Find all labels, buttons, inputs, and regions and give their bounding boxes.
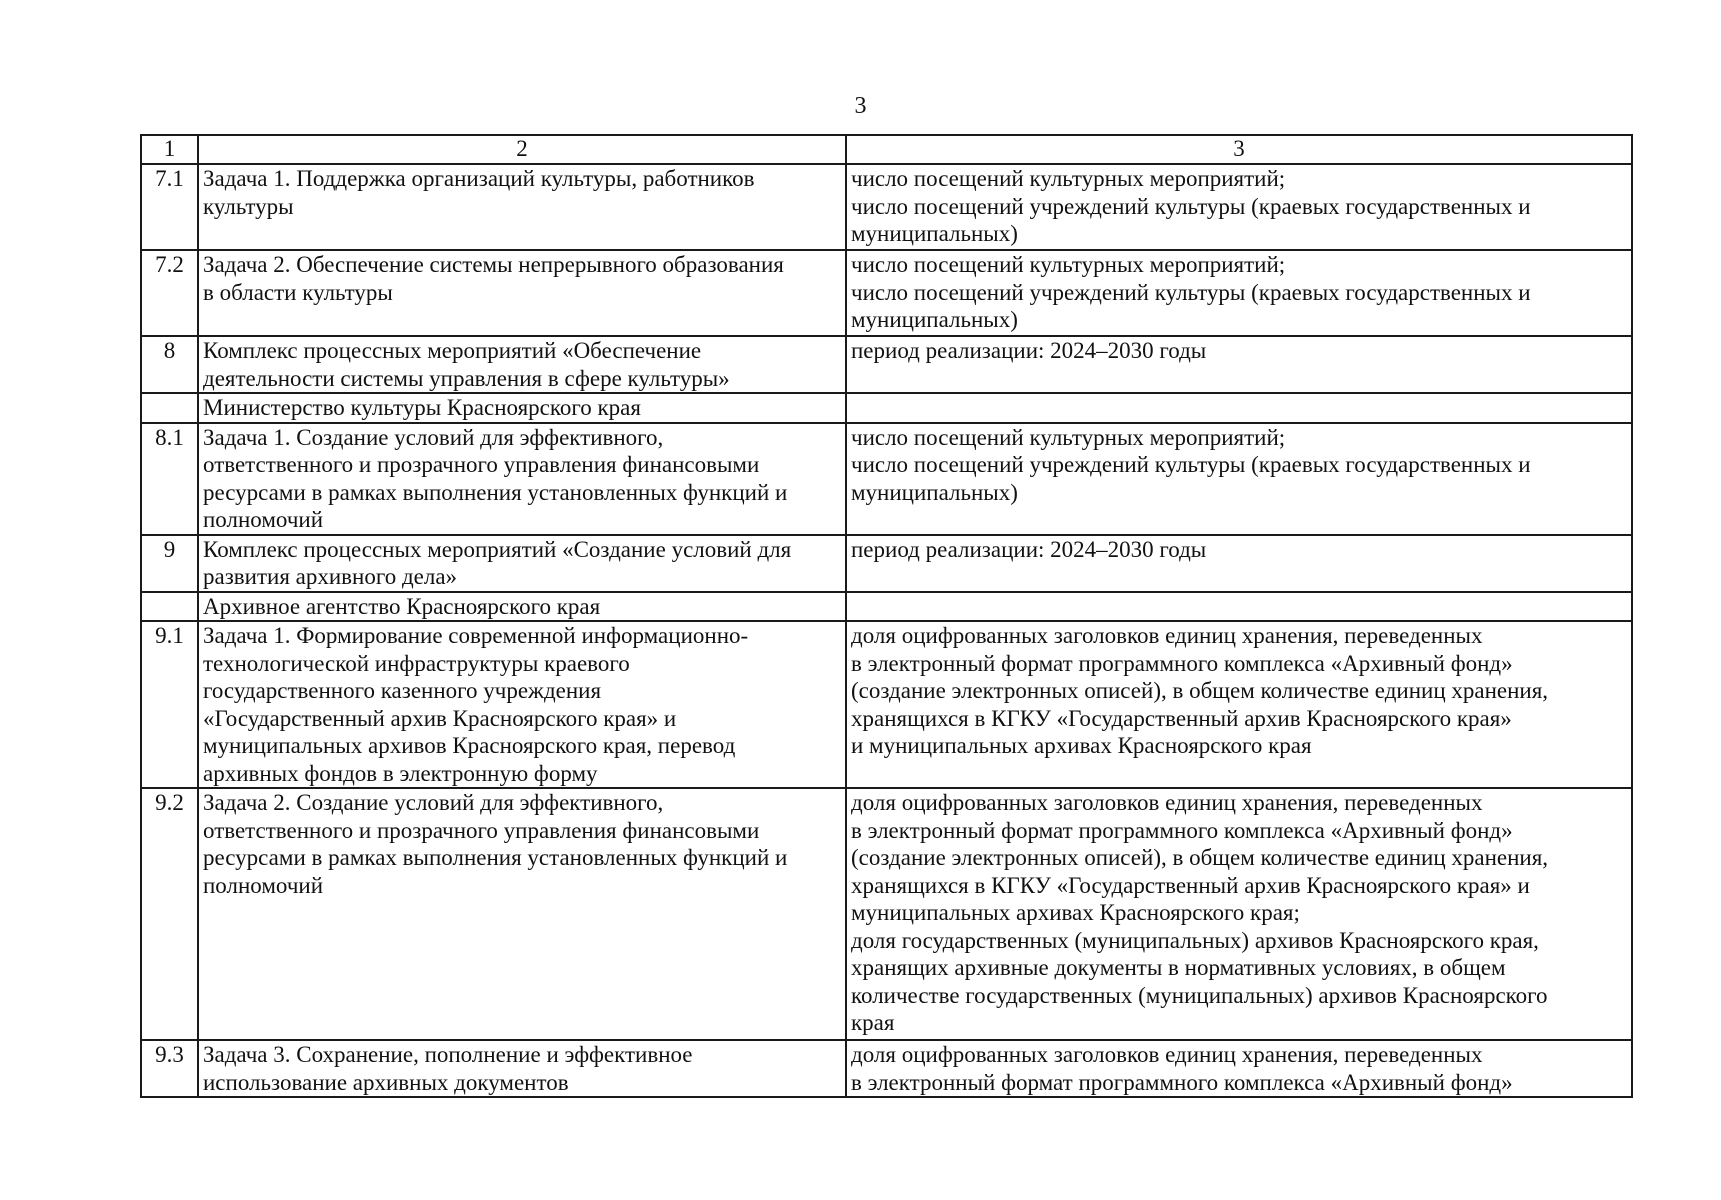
indicator-text: период реализации: 2024–2030 годы: [851, 338, 1207, 363]
indicator-text: число посещений культурных мероприятий; число посещений учреждений культуры (краевых государственных и муниципальных): [851, 252, 1531, 332]
header-col-1: 1: [141, 135, 198, 164]
header-col-2: 2: [198, 135, 846, 164]
row-number: 9.2: [141, 788, 198, 1040]
indicator-cell: [846, 1040, 1632, 1097]
row-number: [141, 592, 198, 622]
table-row: [141, 164, 1632, 250]
task-text: Комплекс процессных мероприятий «Обеспечение деятельности системы управления в сфере культуры»: [203, 338, 730, 391]
header-col-3: 3: [846, 135, 1632, 164]
task-cell: [198, 788, 846, 1040]
indicators-table: [140, 134, 1633, 1098]
responsible-cell: [198, 393, 846, 423]
table-row: [141, 788, 1632, 1040]
table-row: [141, 1040, 1632, 1097]
row-number: 8.1: [141, 423, 198, 535]
row-number: 9: [141, 535, 198, 592]
task-cell: [198, 535, 846, 592]
indicator-cell: [846, 164, 1632, 250]
task-text: Комплекс процессных мероприятий «Создание условий для развития архивного дела»: [203, 536, 792, 589]
row-number: 9.1: [141, 621, 198, 788]
task-cell: [198, 164, 846, 250]
responsible-text: Архивное агентство Красноярского края: [203, 593, 601, 619]
indicator-cell: [846, 592, 1632, 622]
row-number: [141, 393, 198, 423]
indicator-text: число посещений культурных мероприятий; число посещений учреждений культуры (краевых государственных и муниципальных): [851, 166, 1531, 246]
task-cell: [198, 336, 846, 393]
table-row: [141, 250, 1632, 336]
row-number: 7.2: [141, 250, 198, 336]
task-cell: [198, 423, 846, 535]
indicator-text: число посещений культурных мероприятий; число посещений учреждений культуры (краевых государственных и муниципальных): [851, 424, 1531, 505]
task-text: Задача 1. Создание условий для эффективного, ответственного и прозрачного управления финансовыми ресурсами в рамках выполнения установленных функций и полномочий: [203, 424, 788, 532]
table-row: [141, 535, 1632, 592]
task-cell: [198, 1040, 846, 1097]
indicator-cell: [846, 621, 1632, 788]
task-text: Задача 2. Создание условий для эффективного, ответственного и прозрачного управления финансовыми ресурсами в рамках выполнения установленных функций и полномочий: [203, 790, 788, 898]
table-row: [141, 423, 1632, 535]
row-number: 7.1: [141, 164, 198, 250]
indicator-text: период реализации: 2024–2030 годы: [851, 536, 1207, 562]
indicator-text: доля оцифрованных заголовков единиц хранения, переведенных в электронный формат программного комплекса «Архивный фонд»: [851, 1042, 1513, 1095]
table-header-row: [141, 135, 1632, 164]
task-text: Задача 2. Обеспечение системы непрерывного образования в области культуры: [203, 252, 784, 305]
indicator-text: доля оцифрованных заголовков единиц хранения, переведенных в электронный формат программного комплекса «Архивный фонд» (создание электронных описей), в общем количестве единиц хранения, хранящихся в КГКУ «Государственный архив Красноярского края» и муниципальных архивах Красноярского края; доля государственных (муниципальных) архивов Красноярского края, хранящих архивные документы в нормативных условиях, в общем количестве государственных (муниципальных) архивов Красноярского края: [851, 790, 1549, 1035]
task-cell: [198, 250, 846, 336]
table-row: [141, 592, 1632, 622]
indicator-cell: [846, 788, 1632, 1040]
indicator-cell: [846, 423, 1632, 535]
indicator-cell: [846, 393, 1632, 423]
row-number: 8: [141, 336, 198, 393]
responsible-text: Министерство культуры Красноярского края: [203, 395, 641, 420]
table-row: [141, 621, 1632, 788]
task-text: Задача 3. Сохранение, пополнение и эффективное использование архивных документов: [203, 1042, 693, 1095]
task-text: Задача 1. Формирование современной информационно- технологической инфраструктуры краевого государственного казенного учреждения «Государственный архив Красноярского края» и муниципальных архивов Красноярского края, перевод архивных фондов в электронную форму: [203, 623, 749, 786]
table-row: [141, 336, 1632, 393]
row-number: 9.3: [141, 1040, 198, 1097]
page-number: 3: [854, 93, 867, 119]
responsible-cell: [198, 592, 846, 622]
indicator-cell: [846, 250, 1632, 336]
task-text: Задача 1. Поддержка организаций культуры, работников культуры: [203, 166, 755, 219]
table-row: [141, 393, 1632, 423]
indicator-cell: [846, 336, 1632, 393]
indicator-text: доля оцифрованных заголовков единиц хранения, переведенных в электронный формат программного комплекса «Архивный фонд» (создание электронных описей), в общем количестве единиц хранения, хранящихся в КГКУ «Государственный архив Красноярского края» и муниципальных архивах Красноярского края: [851, 623, 1549, 758]
task-cell: [198, 621, 846, 788]
indicator-cell: [846, 535, 1632, 592]
